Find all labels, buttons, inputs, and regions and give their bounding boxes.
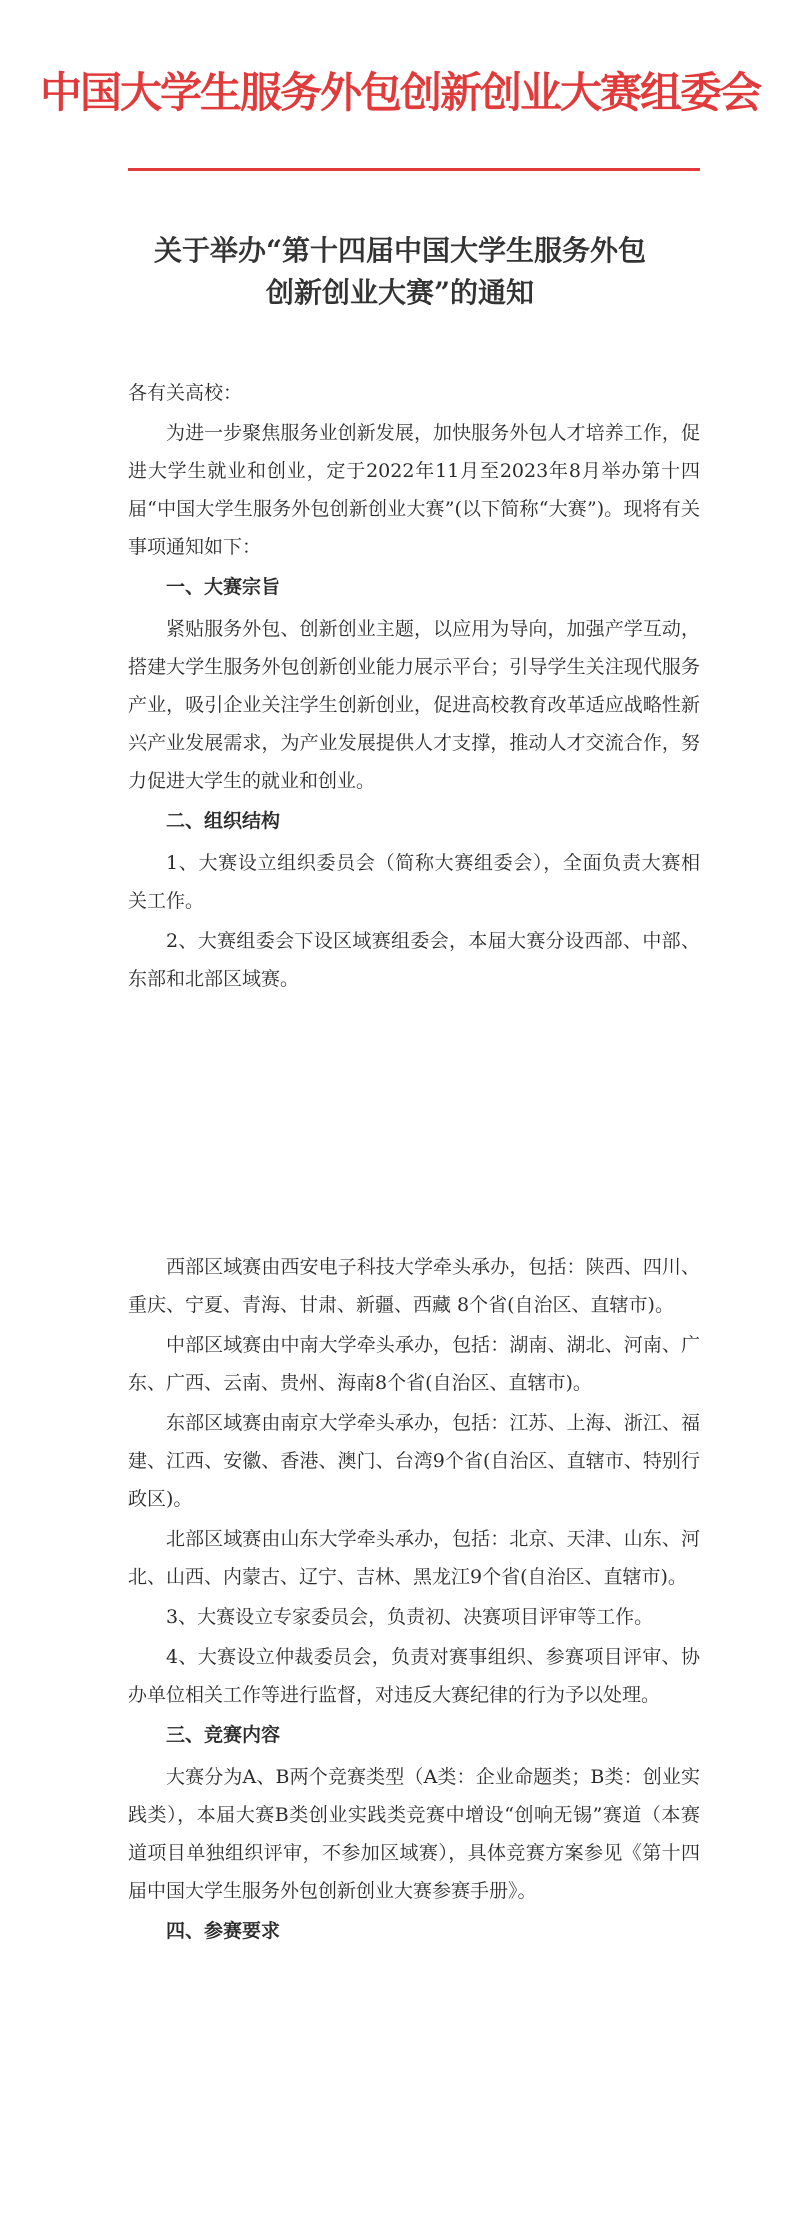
organization-name: 中国大学生服务外包创新创业大赛组委会 bbox=[39, 68, 760, 117]
organization-item-3: 3、大赛设立专家委员会，负责初、决赛项目评审等工作。 bbox=[166, 1606, 654, 1628]
document-body-page-1 bbox=[128, 374, 700, 1000]
document-body-page-2 bbox=[128, 1248, 700, 1954]
notice-title bbox=[0, 230, 800, 314]
section-heading-purpose: 一、大赛宗旨 bbox=[166, 576, 281, 598]
organization-item-4: 4、大赛设立仲裁委员会，负责对赛事组织、参赛项目评审、协办单位相关工作等进行监督，对违反大赛纪律的行为予以处理。 bbox=[128, 1646, 700, 1706]
organization-item-1: 1、大赛设立组织委员会（简称大赛组委会），全面负责大赛相关工作。 bbox=[128, 852, 700, 912]
organization-item-2: 2、大赛组委会下设区域赛组委会，本届大赛分设西部、中部、东部和北部区域赛。 bbox=[128, 930, 700, 990]
region-east-paragraph: 东部区域赛由南京大学牵头承办，包括：江苏、上海、浙江、福建、江西、安徽、香港、澳门、台湾9个省(自治区、直辖市、特别行政区)。 bbox=[128, 1412, 700, 1510]
letterhead bbox=[0, 60, 800, 120]
section-heading-organization: 二、组织结构 bbox=[166, 810, 281, 832]
section-heading-requirements: 四、参赛要求 bbox=[166, 1920, 281, 1942]
notice-title-line-1: 关于举办“第十四届中国大学生服务外包 bbox=[153, 234, 647, 267]
section-heading-content: 三、竞赛内容 bbox=[166, 1724, 281, 1746]
letterhead-divider bbox=[128, 168, 700, 171]
salutation: 各有关高校： bbox=[128, 382, 243, 404]
region-north-paragraph: 北部区域赛由山东大学牵头承办，包括：北京、天津、山东、河北、山西、内蒙古、辽宁、吉林、黑龙江9个省(自治区、直辖市)。 bbox=[128, 1528, 700, 1588]
purpose-paragraph: 紧贴服务外包、创新创业主题，以应用为导向，加强产学互动，搭建大学生服务外包创新创业能力展示平台；引导学生关注现代服务产业，吸引企业关注学生创新创业，促进高校教育改革适应战略性新兴产业发展需求，为产业发展提供人才支撑，推动人才交流合作，努力促进大学生的就业和创业。 bbox=[128, 618, 700, 792]
region-central-paragraph: 中部区域赛由中南大学牵头承办，包括：湖南、湖北、河南、广东、广西、云南、贵州、海南8个省(自治区、直辖市)。 bbox=[128, 1334, 700, 1394]
content-paragraph: 大赛分为A、B两个竞赛类型（A类：企业命题类；B类：创业实践类），本届大赛B类创业实践类竞赛中增设“创响无锡”赛道（本赛道项目单独组织评审，不参加区域赛），具体竞赛方案参见《第十四届中国大学生服务外包创新创业大赛参赛手册》。 bbox=[128, 1766, 700, 1902]
notice-title-line-2: 创新创业大赛”的通知 bbox=[265, 276, 535, 309]
intro-paragraph: 为进一步聚焦服务业创新发展，加快服务外包人才培养工作，促进大学生就业和创业，定于2022年11月至2023年8月举办第十四届“中国大学生服务外包创新创业大赛”(以下简称“大赛”)。现将有关事项通知如下： bbox=[128, 422, 700, 558]
region-west-paragraph: 西部区域赛由西安电子科技大学牵头承办，包括：陕西、四川、重庆、宁夏、青海、甘肃、新疆、西藏 8个省(自治区、直辖市)。 bbox=[128, 1256, 700, 1316]
